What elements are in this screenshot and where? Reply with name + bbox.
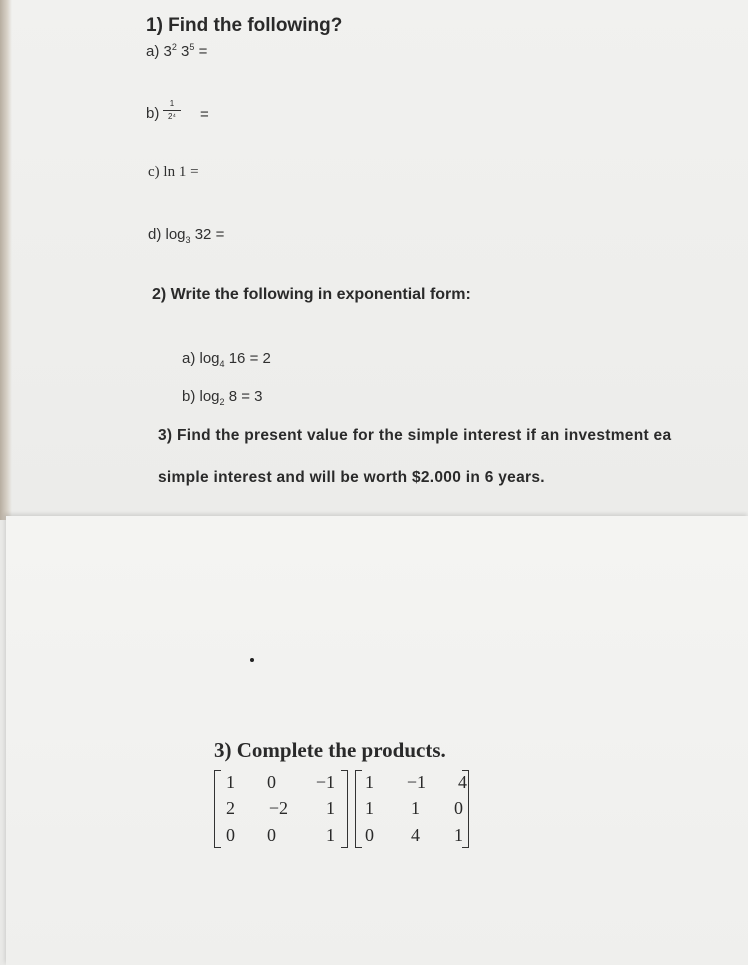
q1-title: 1) Find the following? (146, 15, 343, 36)
matrix-a-cell: 0 (226, 825, 235, 845)
q2-item-b: b) $\log_2 8 = 3$ (182, 388, 263, 407)
matrix-b-cell: 1 (411, 798, 420, 818)
matrix-b-cell: 0 (454, 798, 463, 818)
matrix-a-cell: 1 (326, 825, 335, 845)
matrix-b-cell: 1 (454, 825, 463, 845)
matrix-b-cell: −1 (406, 772, 426, 792)
q1-item-b-label: b) (146, 105, 160, 122)
q2-title: 2) Write the following in exponential form: (152, 286, 471, 303)
q1-item-a: a) $3^2$ $3^5$ = (146, 42, 208, 60)
matrix-a-cell: −1 (315, 772, 335, 792)
page-edge-shadow (0, 0, 12, 520)
q1-item-c: c) ln 1 = (148, 164, 199, 180)
matrix-b-cell: 4 (458, 772, 467, 792)
matrix-a-cell: 1 (326, 798, 335, 818)
q3-line-2: simple interest and will be worth $2.000 in 6 years. (158, 469, 545, 486)
matrix-a-cell: −2 (268, 798, 288, 818)
q4-title: 3) Complete the products. (214, 738, 446, 762)
q1-item-b-fraction: 1 2⁴ (163, 99, 181, 122)
matrix-b-cell: 0 (365, 825, 374, 845)
pen-mark (250, 658, 254, 662)
q1-item-b-equals: = (200, 106, 209, 123)
matrix-a-cell: 2 (226, 798, 235, 818)
matrix-a-cell: 0 (267, 772, 276, 792)
matrix-a-cell: 1 (226, 772, 235, 792)
matrix-b-cell: 4 (411, 825, 420, 845)
matrix-b-cell: 1 (365, 798, 374, 818)
matrix-a-cell: 0 (267, 825, 276, 845)
q3-line-1: 3) Find the present value for the simple interest if an investment ea (158, 427, 672, 444)
matrix-b-cell: 1 (365, 772, 374, 792)
q2-item-a: a) $\log_4 16 = 2$ (182, 350, 271, 369)
q1-item-d: d) $\log_3 32$ = (148, 226, 225, 245)
